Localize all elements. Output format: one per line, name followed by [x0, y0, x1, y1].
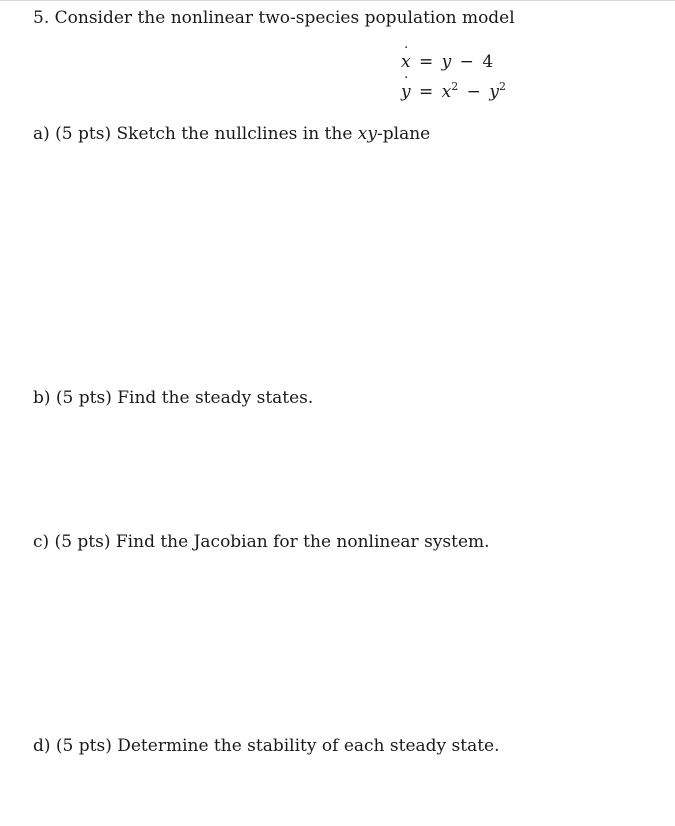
eq2-equals: =	[419, 82, 434, 102]
top-border	[0, 0, 675, 1]
eq2-lhs: y ˙	[401, 82, 411, 102]
eq1-minus: −	[459, 52, 474, 72]
part-a-math: xy	[357, 124, 377, 144]
eq2-minus: −	[466, 82, 481, 102]
eq1-equals: =	[419, 52, 434, 72]
eq2-term1: x	[441, 82, 452, 102]
part-b: b) (5 pts) Find the steady states.	[33, 388, 314, 408]
part-a	[33, 124, 430, 144]
equation-x-dot	[401, 52, 493, 72]
eq2-term2: y	[489, 82, 499, 102]
problem-statement: Consider the nonlinear two-species population model	[54, 8, 515, 28]
problem-number: 5.	[33, 8, 50, 28]
part-c: c) (5 pts) Find the Jacobian for the nonlinear system.	[33, 532, 490, 552]
eq1-term2: 4	[482, 52, 494, 72]
eq1-term1: y	[441, 52, 452, 72]
equation-y-dot	[401, 82, 506, 102]
eq1-lhs: x ˙	[401, 52, 411, 72]
part-d: d) (5 pts) Determine the stability of each steady state.	[33, 736, 500, 756]
eq2-exp1: 2	[451, 80, 459, 93]
problem-header	[33, 8, 515, 28]
part-a-suffix: -plane	[377, 124, 431, 144]
part-a-prefix: a) (5 pts) Sketch the nullclines in the	[33, 124, 358, 144]
eq2-exp2: 2	[498, 80, 506, 93]
